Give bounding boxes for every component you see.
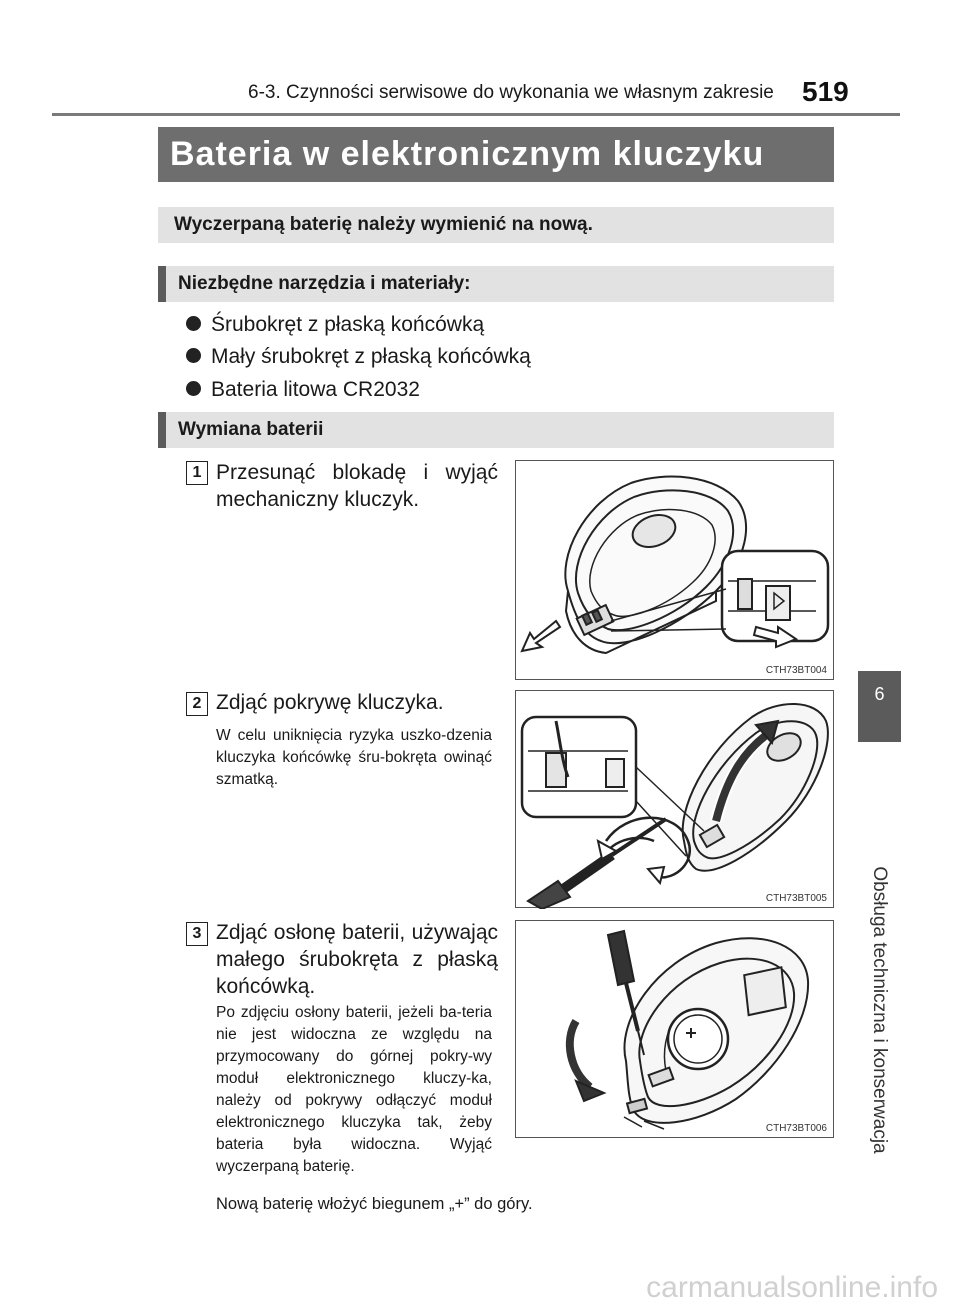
bullet-icon <box>186 348 201 363</box>
step-text: Zdjąć osłonę baterii, używając małego śrubokręta z płaską końcówką. <box>216 921 498 998</box>
header-divider <box>52 113 900 116</box>
section-header: 6-3. Czynności serwisowe do wykonania we własnym zakresie <box>248 82 774 103</box>
step-number: 3 <box>186 922 208 946</box>
chapter-number: 6 <box>874 684 885 704</box>
final-note: Nową baterię włożyć biegunem „+” do góry. <box>216 1195 533 1213</box>
chapter-label: Obsługa techniczna i konserwacja <box>869 866 890 1154</box>
bullet-icon <box>186 316 201 331</box>
key-fob-illustration <box>516 461 835 681</box>
list-item: Bateria litowa CR2032 <box>186 378 420 402</box>
page-number: 519 <box>802 76 849 107</box>
key-cover-illustration <box>516 691 835 909</box>
watermark: carmanualsonline.info <box>646 1271 938 1304</box>
intro-bar: Wyczerpaną baterię należy wymienić na nową. <box>158 207 834 243</box>
battery-illustration <box>516 921 835 1139</box>
figure-remove-mechanical-key <box>515 460 834 680</box>
step-note: Po zdjęciu osłony baterii, jeżeli ba-teria nie jest widoczna ze względu na przymocowany do górnej pokry-wy moduł elektronicznego kluczy-ka, należy od pokrywy odłączyć moduł elektronicznego kluczyka tak, żeby bateria była widoczna. Wyjąć wyczerpaną baterię. <box>216 1004 492 1175</box>
figure-code: CTH73BT004 <box>765 665 827 676</box>
list-item: Śrubokręt z płaską końcówką <box>186 313 484 337</box>
figure-remove-key-cover <box>515 690 834 908</box>
replacement-heading: Wymiana baterii <box>158 412 834 448</box>
step-text: Zdjąć pokrywę kluczyka. <box>216 691 444 714</box>
list-item: Mały śrubokręt z płaską końcówką <box>186 345 531 369</box>
step-number: 2 <box>186 692 208 716</box>
figure-code: CTH73BT006 <box>765 1123 827 1134</box>
figure-code: CTH73BT005 <box>765 893 827 904</box>
step-text: Przesunąć blokadę i wyjąć mechaniczny kluczyk. <box>216 461 498 511</box>
bullet-icon <box>186 381 201 396</box>
figure-remove-battery-cover <box>515 920 834 1138</box>
tools-heading: Niezbędne narzędzia i materiały: <box>158 266 834 302</box>
page-title: Bateria w elektronicznym kluczyku <box>158 127 834 182</box>
step-number: 1 <box>186 461 208 485</box>
arrow-icon <box>522 621 560 651</box>
step-note: W celu uniknięcia ryzyka uszko-dzenia kluczyka końcówkę śru-bokręta owinąć szmatką. <box>216 727 492 788</box>
